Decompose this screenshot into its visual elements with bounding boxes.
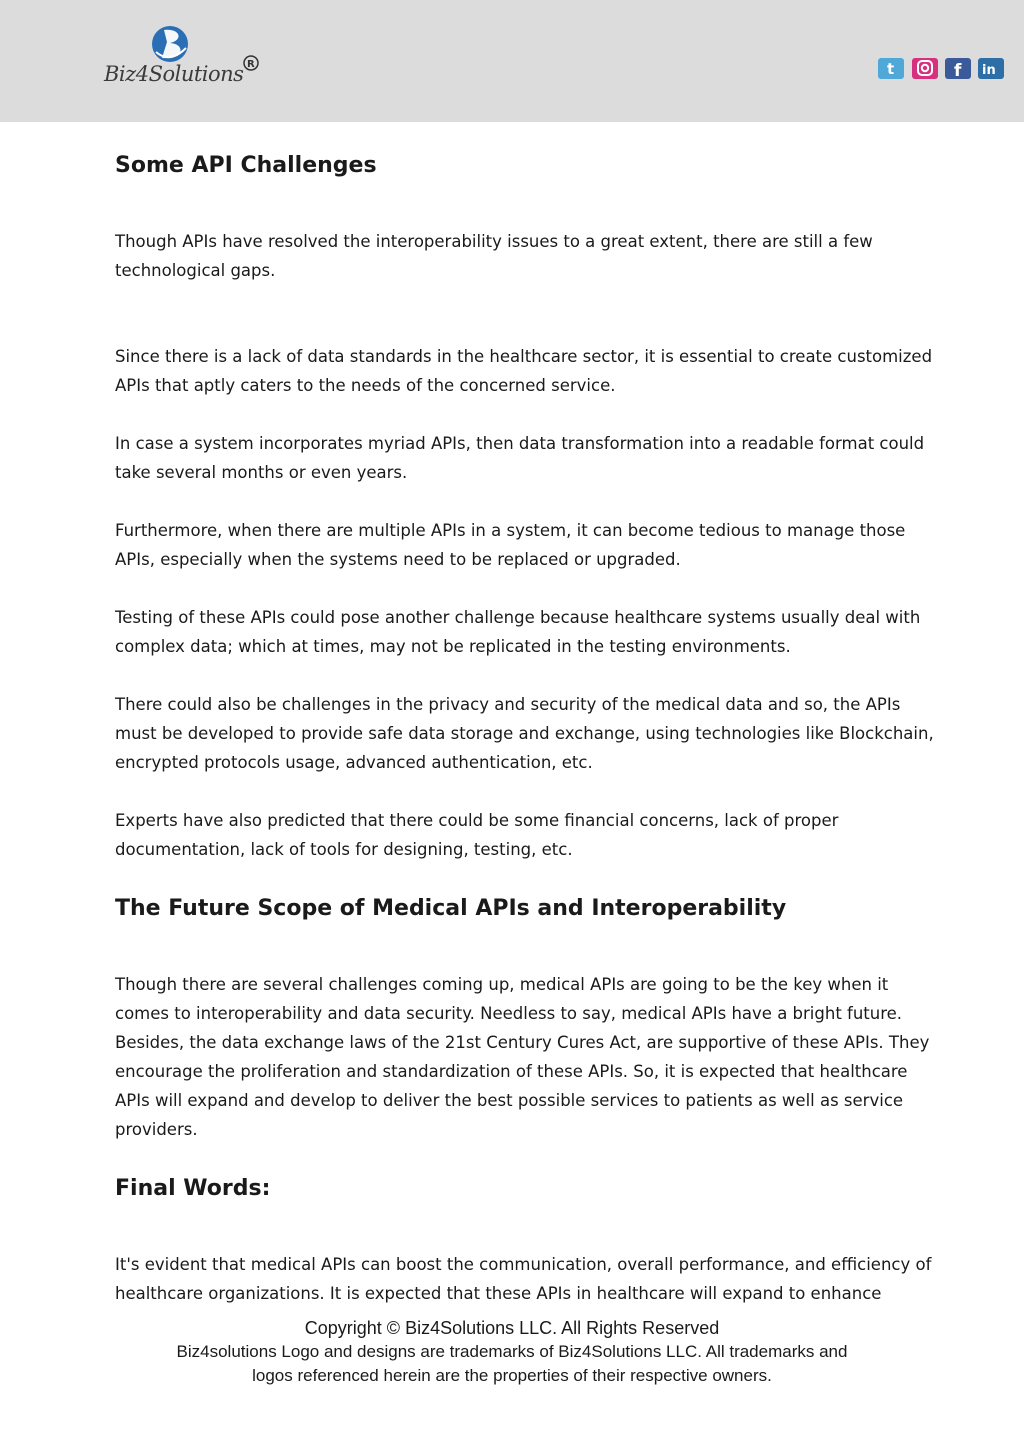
- section-heading-final-words: Final Words:: [115, 1176, 271, 1201]
- svg-text:t: t: [887, 60, 895, 78]
- footer-trademark-line-2: logos referenced herein are the properties of their respective owners.: [252, 1366, 772, 1385]
- footer-copyright: Copyright © Biz4Solutions LLC. All Rights Reserved: [304, 1318, 720, 1338]
- footer-trademark-line-1: Biz4solutions Logo and designs are trademarks of Biz4Solutions LLC. All trademarks and: [176, 1342, 848, 1361]
- paragraph: It's evident that medical APIs can boost the communication, overall performance, and efficiency of healthcare organizations. It is expected that these APIs in healthcare will expand to enhance: [115, 1255, 932, 1303]
- section-heading-future-scope: The Future Scope of Medical APIs and Interoperability: [115, 896, 787, 921]
- instagram-icon[interactable]: [912, 58, 938, 79]
- paragraph: There could also be challenges in the privacy and security of the medical data and so, the APIs must be developed to provide safe data storage and exchange, using technologies like Blockchain, encrypted protocols usage, advanced authentication, etc.: [115, 695, 934, 772]
- paragraph: Since there is a lack of data standards in the healthcare sector, it is essential to create customized APIs that aptly caters to the needs of the concerned service.: [115, 347, 933, 395]
- paragraph: Though there are several challenges coming up, medical APIs are going to be the key when it comes to interoperability and data security. Needless to say, medical APIs have a bright future. Besides, the data exchange laws of the 21st Century Cures Act, are supportive of these APIs. They encourage the proliferation and standardization of these APIs. So, it is expected that healthcare APIs will expand and develop to deliver the best possible services to patients as well as service providers.: [115, 975, 930, 1139]
- biz4solutions-logo[interactable]: [104, 22, 264, 94]
- paragraph: Experts have also predicted that there could be some financial concerns, lack of proper documentation, lack of tools for designing, testing, etc.: [115, 811, 839, 859]
- facebook-icon[interactable]: [945, 58, 971, 79]
- svg-text:f: f: [954, 61, 962, 79]
- page-header: [0, 0, 1024, 122]
- linkedin-icon[interactable]: [978, 58, 1004, 79]
- paragraph: In case a system incorporates myriad APIs, then data transformation into a readable format could take several months or even years.: [115, 434, 925, 482]
- section-heading-api-challenges: Some API Challenges: [115, 153, 377, 178]
- paragraph: Furthermore, when there are multiple APIs in a system, it can become tedious to manage those APIs, especially when the systems need to be replaced or upgraded.: [115, 521, 906, 569]
- twitter-icon[interactable]: [878, 58, 904, 79]
- paragraph: Though APIs have resolved the interoperability issues to a great extent, there are still a few technological gaps.: [115, 232, 873, 280]
- svg-text:R: R: [247, 59, 255, 70]
- svg-text:in: in: [982, 63, 996, 78]
- paragraph: Testing of these APIs could pose another challenge because healthcare systems usually deal with complex data; which at times, may not be replicated in the testing environments.: [115, 608, 921, 656]
- logo-wordmark: Biz4Solutions: [104, 62, 244, 86]
